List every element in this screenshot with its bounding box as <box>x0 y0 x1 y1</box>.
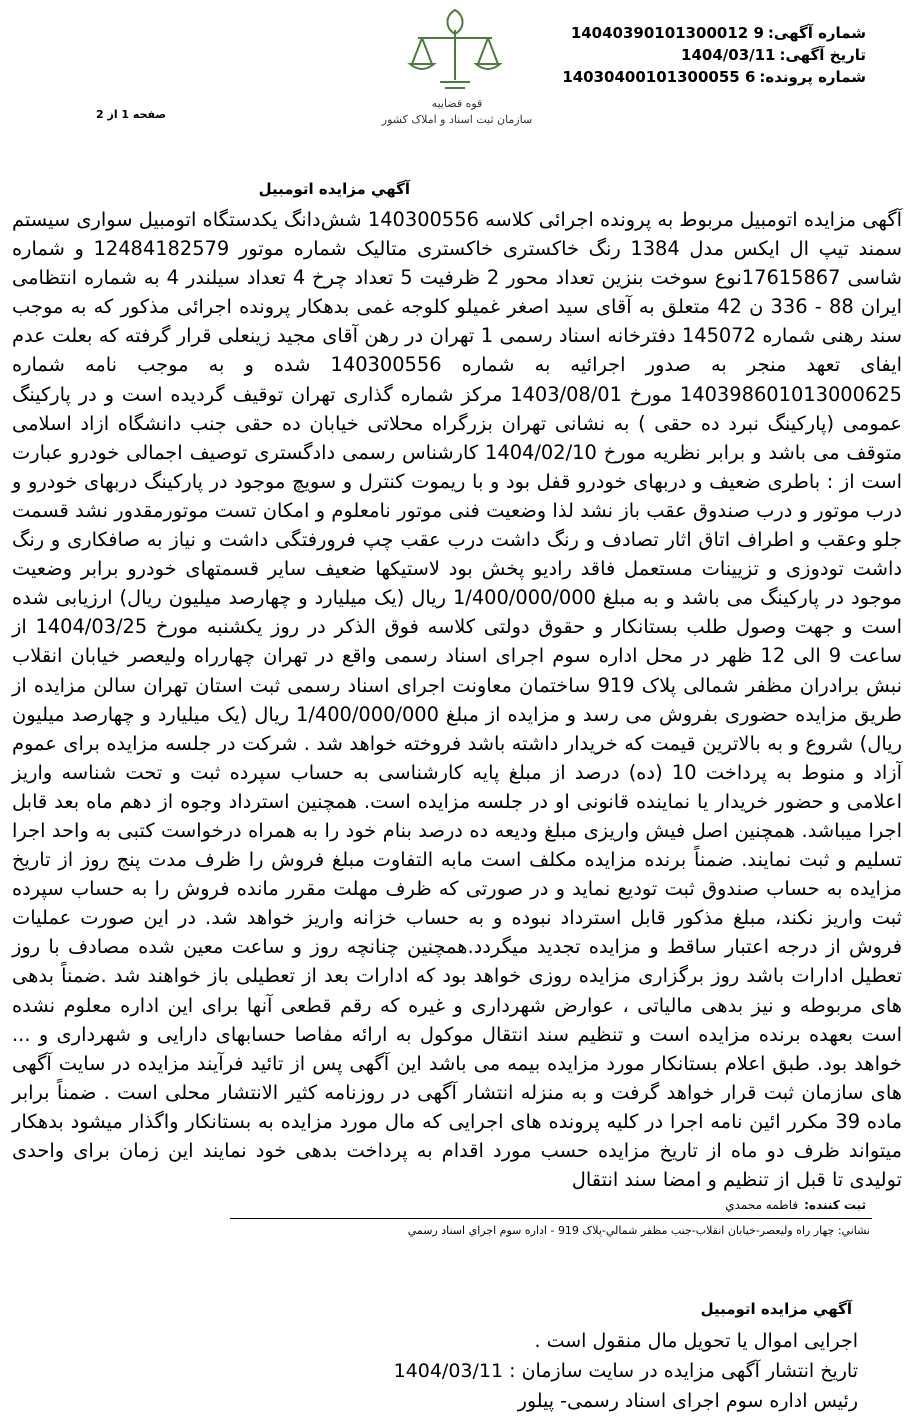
registrar-label: ثبت کننده: <box>804 1198 866 1212</box>
notice-number: 14040390101300012 9 <box>570 24 764 42</box>
registrar-line <box>725 1198 866 1212</box>
case-number-label: شماره پرونده: <box>759 68 866 86</box>
judiciary-scales-emblem-icon <box>400 2 510 102</box>
footer-text <box>258 1326 858 1416</box>
org-line-registry: سازمان ثبت اسناد و املاک کشور <box>381 113 533 126</box>
org-line-judiciary: قوه قضاییه <box>431 97 483 110</box>
office-address: نشاني: چهار راه وليعصر-خيابان انقلاب-جنب مظفر شمالي-پلاک 919 - اداره سوم اجراي اسناد رسمي <box>407 1224 870 1237</box>
page-number: صفحه 1 از 2 <box>96 108 167 121</box>
notice-date-row <box>546 44 866 66</box>
notice-number-row <box>546 22 866 44</box>
organization-name <box>372 96 542 128</box>
case-number-row <box>546 66 866 88</box>
notice-body: آگهی مزایده اتومبیل مربوط به پرونده اجرائی کلاسه 140300556 شش‌دانگ یکدستگاه اتومبیل سواری سیستم سمند تیپ ال ایکس مدل 1384 رنگ خاکستری خاکستری متالیک شماره موتور 12484182579 و شماره شاسی 17615867نوع سوخت بنزین تعداد محور 2 ظرفیت 5 تعداد چرخ 4 تعداد سیلندر 4 به شماره انتظامی ایران 88 - 336 ن 42 متعلق به آقای سید اصغر غمیلو کلوجه غمی بدهکار پرونده اجرائی مذکور که به موجب سند رهنی شماره 145072 دفترخانه اسناد رسمی 1 تهران در رهن آقای مجید زینعلی قرار گرفته که بعلت عدم ایفای تعهد منجر به صدور اجرائیه به شماره 140300556 شده و به موجب نامه شماره 140398601013000625 مورخ 1403/08/01 مرکز شماره گذاری تهران توقیف گردیده است و در پارکینگ عمومی (پارکینگ نبرد ده حقی ) به نشانی تهران بزرگراه محلاتی خیابان ده حقی جنب دانشگاه ازاد اسلامی متوقف می باشد و برابر نظریه مورخ 1404/02/10 کارشناس رسمی دادگستری توصیف اجمالی خودرو عبارت است از : باطری ضعیف و دربهای خودرو قفل بود و با ریموت کنترل و سویچ موجود در پارکینگ دربهای خودرو و درب موتور و درب صندوق عقب باز نشد لذا وضعیت فنی موتور نامعلوم و امکان تست موتورمقدور نشد قسمت جلو وعقب و اطراف اتاق اثار تصادف و رنگ داشت درب عقب چپ فرورفتگی داشت و نیاز به صافکاری و رنگ داشت تودوزی و تزیینات مستعمل فاقد رادیو پخش بود لاستیکها ضعیف سایر قسمتهای خودرو برابر وضعیت موجود در پارکینگ می باشد و به مبلغ 1/400/000/000 ریال (یک میلیارد و چهارصد میلیون ریال) ارزیابی شده است و جهت وصول طلب بستانکار و حقوق دولتی کلاسه فوق الذکر در روز یکشنبه مورخ 1404/03/25 از ساعت 9 الی 12 ظهر در محل اداره سوم اجرای اسناد رسمی واقع در تهران چهارراه ولیعصر خیابان انقلاب نبش برادران مظفر شمالی پلاک 919 ساختمان معاونت اجرای اسناد رسمی ثبت استان تهران سالن مزایده از طریق مزایده حضوری بفروش می رسد و مزایده از مبلغ 1/400/000/000 ریال (یک میلیارد و چهارصد میلیون ریال) شروع و به بالاترین قیمت که خریدار داشته باشد فروخته خواهد شد . شرکت در جلسه مزایده برای عموم آزاد و منوط به پرداخت 10 (ده) درصد از مبلغ پایه کارشناسی به حساب سپرده ثبت و تحت شناسه واریز اعلامی و حضور خریدار یا نماینده قانونی او در جلسه مزایده است. همچنین استرداد وجوه از دهم ماه بعد قابل اجرا میباشد. همچنین اصل فیش واریزی مبلغ ودیعه ده درصد بنام خود را به همراه درخواست کتبی به واحد اجرا تسلیم و ثبت نمایند. ضمناً برنده مزایده مکلف است مابه التفاوت مبلغ فروش را ظرف مدت پنج روز از تاریخ مزایده به حساب صندوق ثبت تودیع نماید و در صورتی که ظرف مهلت مقرر مانده فروش را به حساب سپرده ثبت واریز نکند، مبلغ مذکور قابل استرداد نبوده و به حساب خزانه واریز خواهد شد. در این صورت عملیات فروش از درجه اعتبار ساقط و مزایده تجدید میگردد.همچنین چنانچه روز و ساعت معین شده مصادف با روز تعطیل ادارات باشد روز برگزاری مزایده روزی خواهد بود که ادارات بعد از تعطیلی باز خواهند شد .ضمناً بدهی های مربوطه و نیز بدهی مالیاتی ، عوارض شهرداری و غیره که رقم قطعی آنها برای این اداره معلوم نشده است بعهده برنده مزایده است و تنظیم سند انتقال موکول به ارائه مفاصا حسابهای دارایی و شهرداری و ... خواهد بود. طبق اعلام بستانکار مورد مزایده بیمه می باشد این آگهی پس از تائید فرآیند مزایده در سایت آگهی های سازمان ثبت قرار خواهد گرفت و به منزله انتشار آگهی در روزنامه کثیر الانتشار محلی است . ضمناً برابر ماده 39 مکرر ائین نامه اجرا در کلیه پرونده های اجرایی که مال مورد مزایده به بستانکار واگذار میشود بدهکار میتواند ظرف دو ماه از تاریخ مزایده حسب مورد اقدام به پرداخت بدهی خود نمایند این زمان برای واحدی تولیدی تا قبل از تنظیم و امضا سند انتقال <box>12 208 903 1192</box>
footer-line-1: اجرایی اموال یا تحویل مال منقول است . <box>534 1330 858 1352</box>
notice-title: آگهي مزايده اتومبيل <box>258 180 410 198</box>
divider-line <box>230 1218 872 1219</box>
case-number: 14030400101300055 6 <box>562 68 756 86</box>
notice-date: 1404/03/11 <box>681 46 776 64</box>
registrar-name: فاطمه محمدي <box>725 1198 799 1212</box>
notice-date-label: تاریخ آگهی: <box>779 46 866 64</box>
footer-line-3: رئیس اداره سوم اجرای اسناد رسمی- پیلور <box>517 1390 858 1412</box>
notice-number-label: شماره آگهی: <box>767 24 866 42</box>
header-info <box>546 22 866 88</box>
footer-title: آگهي مزايده اتومبيل <box>700 1300 852 1318</box>
footer-line-2: تاریخ انتشار آگهی مزایده در سایت سازمان : 1404/03/11 <box>393 1360 858 1382</box>
